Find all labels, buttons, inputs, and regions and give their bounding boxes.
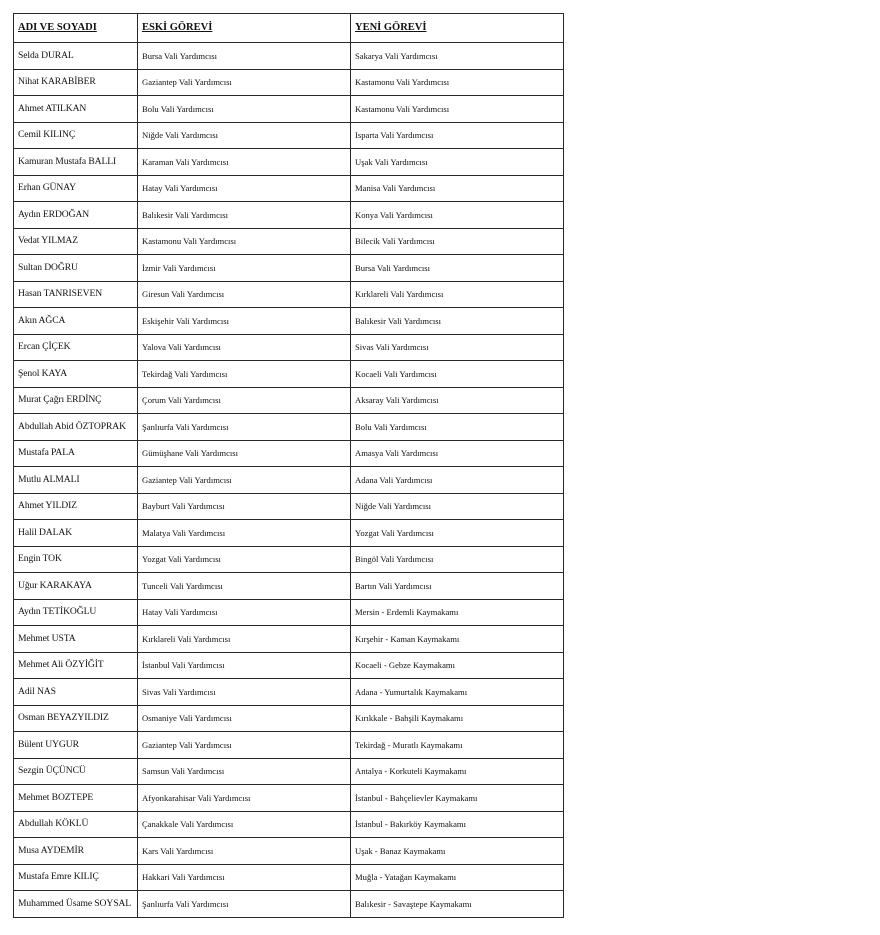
- header-row: [14, 14, 564, 43]
- table-row: [14, 202, 564, 229]
- cell-name: Abdullah KÖKLÜ: [14, 811, 138, 838]
- cell-name: Osman BEYAZYILDIZ: [14, 705, 138, 732]
- cell-new-post: Bolu Vali Yardımcısı: [351, 414, 564, 441]
- cell-name: Ahmet ATILKAN: [14, 96, 138, 123]
- table-row: [14, 785, 564, 812]
- cell-new-post: Sivas Vali Yardımcısı: [351, 334, 564, 361]
- table-row: [14, 440, 564, 467]
- cell-old-post: Çorum Vali Yardımcısı: [138, 387, 351, 414]
- cell-name: Engin TOK: [14, 546, 138, 573]
- cell-new-post: Tekirdağ - Muratlı Kaymakamı: [351, 732, 564, 759]
- table-header: [14, 14, 564, 43]
- table-row: [14, 308, 564, 335]
- cell-new-post: Muğla - Yatağan Kaymakamı: [351, 864, 564, 891]
- appointments-table: [13, 13, 564, 918]
- cell-name: Mehmet Ali ÖZYİĞİT: [14, 652, 138, 679]
- cell-old-post: Karaman Vali Yardımcısı: [138, 149, 351, 176]
- cell-old-post: Osmaniye Vali Yardımcısı: [138, 705, 351, 732]
- table-row: [14, 69, 564, 96]
- cell-new-post: Kırıkkale - Bahşili Kaymakamı: [351, 705, 564, 732]
- cell-name: Vedat YILMAZ: [14, 228, 138, 255]
- table-row: [14, 732, 564, 759]
- cell-new-post: Konya Vali Yardımcısı: [351, 202, 564, 229]
- cell-name: Hasan TANRISEVEN: [14, 281, 138, 308]
- cell-name: Sezgin ÜÇÜNCÜ: [14, 758, 138, 785]
- cell-old-post: Niğde Vali Yardımcısı: [138, 122, 351, 149]
- cell-old-post: Gaziantep Vali Yardımcısı: [138, 732, 351, 759]
- cell-old-post: İzmir Vali Yardımcısı: [138, 255, 351, 282]
- cell-old-post: Eskişehir Vali Yardımcısı: [138, 308, 351, 335]
- cell-old-post: Hakkari Vali Yardımcısı: [138, 864, 351, 891]
- table-row: [14, 493, 564, 520]
- header-name: ADI VE SOYADI: [14, 14, 138, 43]
- table-row: [14, 573, 564, 600]
- table-row: [14, 255, 564, 282]
- cell-name: Mehmet USTA: [14, 626, 138, 653]
- cell-name: Halil DALAK: [14, 520, 138, 547]
- cell-old-post: Çanakkale Vali Yardımcısı: [138, 811, 351, 838]
- cell-new-post: Balıkesir - Savaştepe Kaymakamı: [351, 891, 564, 918]
- table-row: [14, 599, 564, 626]
- cell-name: Bülent UYGUR: [14, 732, 138, 759]
- cell-name: Musa AYDEMİR: [14, 838, 138, 865]
- cell-name: Ahmet YILDIZ: [14, 493, 138, 520]
- cell-old-post: Bayburt Vali Yardımcısı: [138, 493, 351, 520]
- cell-old-post: Kars Vali Yardımcısı: [138, 838, 351, 865]
- table-row: [14, 864, 564, 891]
- cell-new-post: Mersin - Erdemli Kaymakamı: [351, 599, 564, 626]
- cell-name: Erhan GÜNAY: [14, 175, 138, 202]
- cell-old-post: Afyonkarahisar Vali Yardımcısı: [138, 785, 351, 812]
- cell-new-post: Uşak - Banaz Kaymakamı: [351, 838, 564, 865]
- cell-new-post: Amasya Vali Yardımcısı: [351, 440, 564, 467]
- cell-new-post: Bingöl Vali Yardımcısı: [351, 546, 564, 573]
- cell-new-post: Antalya - Korkuteli Kaymakamı: [351, 758, 564, 785]
- cell-old-post: Kırklareli Vali Yardımcısı: [138, 626, 351, 653]
- cell-name: Muhammed Üsame SOYSAL: [14, 891, 138, 918]
- cell-new-post: İstanbul - Bahçelievler Kaymakamı: [351, 785, 564, 812]
- cell-old-post: İstanbul Vali Yardımcısı: [138, 652, 351, 679]
- table-row: [14, 811, 564, 838]
- cell-new-post: Balıkesir Vali Yardımcısı: [351, 308, 564, 335]
- cell-new-post: Aksaray Vali Yardımcısı: [351, 387, 564, 414]
- table-row: [14, 414, 564, 441]
- cell-name: Aydın ERDOĞAN: [14, 202, 138, 229]
- table-row: [14, 891, 564, 918]
- table-row: [14, 705, 564, 732]
- cell-name: Şenol KAYA: [14, 361, 138, 388]
- cell-new-post: Kocaeli - Gebze Kaymakamı: [351, 652, 564, 679]
- cell-name: Mutlu ALMALI: [14, 467, 138, 494]
- table-row: [14, 546, 564, 573]
- cell-name: Sultan DOĞRU: [14, 255, 138, 282]
- table-row: [14, 281, 564, 308]
- cell-name: Uğur KARAKAYA: [14, 573, 138, 600]
- cell-new-post: Bursa Vali Yardımcısı: [351, 255, 564, 282]
- cell-new-post: Kastamonu Vali Yardımcısı: [351, 69, 564, 96]
- cell-old-post: Şanlıurfa Vali Yardımcısı: [138, 414, 351, 441]
- header-new-post: YENİ GÖREVİ: [351, 14, 564, 43]
- cell-old-post: Bursa Vali Yardımcısı: [138, 43, 351, 70]
- table-row: [14, 43, 564, 70]
- cell-name: Aydın TETİKOĞLU: [14, 599, 138, 626]
- cell-old-post: Yalova Vali Yardımcısı: [138, 334, 351, 361]
- cell-name: Kamuran Mustafa BALLI: [14, 149, 138, 176]
- table-row: [14, 334, 564, 361]
- table-row: [14, 520, 564, 547]
- cell-new-post: Isparta Vali Yardımcısı: [351, 122, 564, 149]
- table-row: [14, 838, 564, 865]
- cell-old-post: Malatya Vali Yardımcısı: [138, 520, 351, 547]
- cell-old-post: Samsun Vali Yardımcısı: [138, 758, 351, 785]
- table-row: [14, 679, 564, 706]
- cell-name: Abdullah Abid ÖZTOPRAK: [14, 414, 138, 441]
- table-row: [14, 122, 564, 149]
- cell-new-post: Bilecik Vali Yardımcısı: [351, 228, 564, 255]
- cell-new-post: Uşak Vali Yardımcısı: [351, 149, 564, 176]
- cell-new-post: Kastamonu Vali Yardımcısı: [351, 96, 564, 123]
- cell-old-post: Hatay Vali Yardımcısı: [138, 599, 351, 626]
- cell-old-post: Hatay Vali Yardımcısı: [138, 175, 351, 202]
- cell-new-post: Niğde Vali Yardımcısı: [351, 493, 564, 520]
- cell-old-post: Balıkesir Vali Yardımcısı: [138, 202, 351, 229]
- cell-old-post: Tekirdağ Vali Yardımcısı: [138, 361, 351, 388]
- header-old-post: ESKİ GÖREVİ: [138, 14, 351, 43]
- cell-name: Murat Çağrı ERDİNÇ: [14, 387, 138, 414]
- table-row: [14, 361, 564, 388]
- cell-new-post: Kocaeli Vali Yardımcısı: [351, 361, 564, 388]
- cell-old-post: Giresun Vali Yardımcısı: [138, 281, 351, 308]
- cell-new-post: Yozgat Vali Yardımcısı: [351, 520, 564, 547]
- cell-name: Adil NAS: [14, 679, 138, 706]
- cell-name: Nihat KARABİBER: [14, 69, 138, 96]
- cell-new-post: Kırşehir - Kaman Kaymakamı: [351, 626, 564, 653]
- table-row: [14, 467, 564, 494]
- cell-old-post: Bolu Vali Yardımcısı: [138, 96, 351, 123]
- cell-old-post: Kastamonu Vali Yardımcısı: [138, 228, 351, 255]
- table-row: [14, 758, 564, 785]
- cell-new-post: Adana Vali Yardımcısı: [351, 467, 564, 494]
- table-row: [14, 228, 564, 255]
- table-body: [14, 43, 564, 918]
- table-row: [14, 652, 564, 679]
- cell-name: Ercan ÇİÇEK: [14, 334, 138, 361]
- table-row: [14, 96, 564, 123]
- cell-new-post: Sakarya Vali Yardımcısı: [351, 43, 564, 70]
- cell-name: Mustafa PALA: [14, 440, 138, 467]
- cell-name: Mustafa Emre KILIÇ: [14, 864, 138, 891]
- cell-old-post: Gaziantep Vali Yardımcısı: [138, 69, 351, 96]
- cell-name: Cemil KILINÇ: [14, 122, 138, 149]
- table-row: [14, 387, 564, 414]
- cell-name: Selda DURAL: [14, 43, 138, 70]
- cell-new-post: Adana - Yumurtalık Kaymakamı: [351, 679, 564, 706]
- cell-name: Akın AĞCA: [14, 308, 138, 335]
- table-row: [14, 175, 564, 202]
- cell-new-post: Manisa Vali Yardımcısı: [351, 175, 564, 202]
- cell-old-post: Gümüşhane Vali Yardımcısı: [138, 440, 351, 467]
- cell-old-post: Gaziantep Vali Yardımcısı: [138, 467, 351, 494]
- cell-old-post: Yozgat Vali Yardımcısı: [138, 546, 351, 573]
- cell-new-post: Kırklareli Vali Yardımcısı: [351, 281, 564, 308]
- cell-new-post: Bartın Vali Yardımcısı: [351, 573, 564, 600]
- table-row: [14, 149, 564, 176]
- cell-old-post: Sivas Vali Yardımcısı: [138, 679, 351, 706]
- cell-old-post: Şanlıurfa Vali Yardımcısı: [138, 891, 351, 918]
- cell-new-post: İstanbul - Bakırköy Kaymakamı: [351, 811, 564, 838]
- table-row: [14, 626, 564, 653]
- cell-name: Mehmet BOZTEPE: [14, 785, 138, 812]
- cell-old-post: Tunceli Vali Yardımcısı: [138, 573, 351, 600]
